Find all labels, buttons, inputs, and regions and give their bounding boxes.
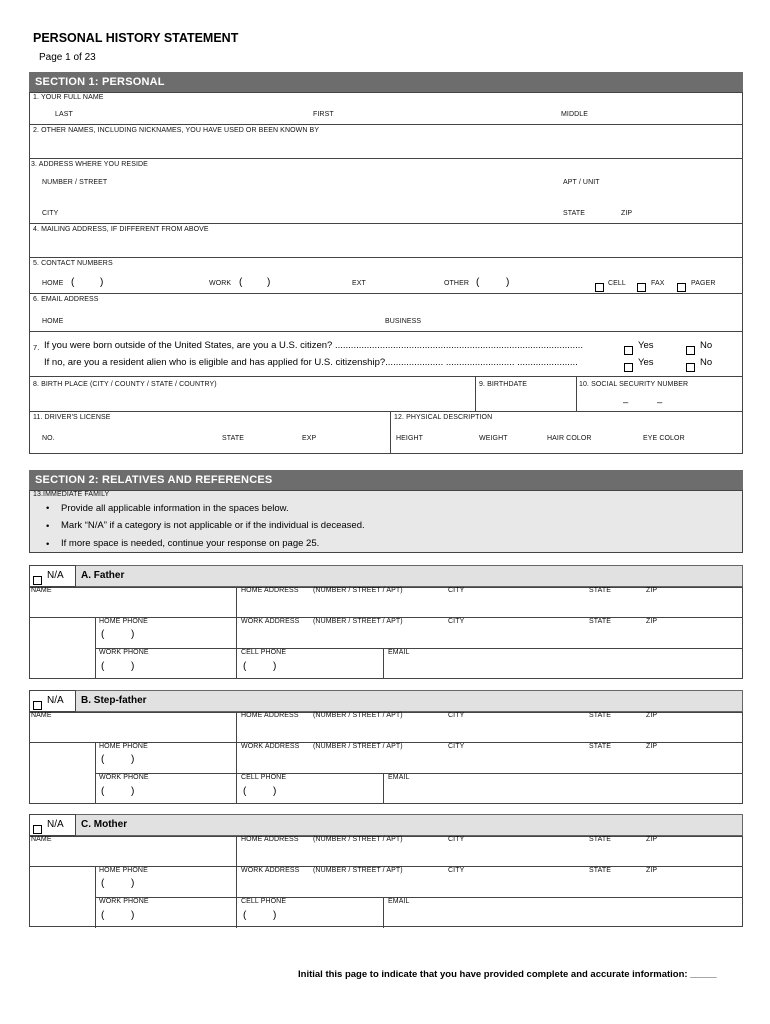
q7-yes-checkbox[interactable] [624, 341, 633, 359]
paren-open: ( [243, 786, 247, 797]
work-phone-label: WORK PHONE [99, 649, 149, 656]
cell-phone-label: CELL PHONE [241, 774, 287, 781]
paren-open: ( [101, 878, 105, 889]
first-name-label: FIRST [313, 111, 334, 118]
instruction-2: Mark “N/A” if a category is not applicable or if the individual is deceased. [61, 520, 365, 531]
q7-line1: If you were born outside of the United States, are you a U.S. citizen? .............................................................................................. [44, 340, 584, 351]
work-phone-label: WORK [209, 280, 232, 287]
divider [29, 411, 743, 412]
divider [29, 257, 743, 258]
divider [236, 712, 237, 804]
na-label: N/A [47, 819, 64, 830]
street-label: NUMBER / STREET [42, 179, 108, 186]
q7-line2: If no, are you a resident alien who is eligible and has applied for U.S. citizenship?...................... .......................... ....................... [44, 357, 578, 368]
paren-open: ( [101, 629, 105, 640]
divider [95, 617, 96, 679]
city-label: CITY [448, 867, 465, 874]
divider [236, 836, 237, 928]
city-label: CITY [448, 836, 465, 843]
email-label: 6. EMAIL ADDRESS [33, 296, 99, 303]
divider [29, 124, 743, 125]
fax-label: FAX [651, 280, 665, 287]
city-label: CITY [448, 712, 465, 719]
address-format-label: (NUMBER / STREET / APT) [313, 587, 403, 594]
na-label: N/A [47, 570, 64, 581]
divider [29, 158, 743, 159]
city-label: CITY [448, 618, 465, 625]
other-names-label: 2. OTHER NAMES, INCLUDING NICKNAMES, YOU HAVE USED OR BEEN KNOWN BY [33, 127, 320, 134]
cell-label: CELL [608, 280, 626, 287]
q7-no-label: No [700, 340, 713, 351]
email-business-label: BUSINESS [385, 318, 422, 325]
member-form [29, 836, 743, 927]
weight-label: WEIGHT [479, 435, 508, 442]
work-phone-label: WORK PHONE [99, 774, 149, 781]
state-label: STATE [589, 712, 612, 719]
ssn-label: 10. SOCIAL SECURITY NUMBER [579, 381, 689, 388]
city-label: CITY [448, 743, 465, 750]
name-label: NAME [31, 587, 52, 594]
home-phone-label: HOME PHONE [99, 743, 148, 750]
q7b-no-checkbox[interactable] [686, 358, 695, 376]
member-form [29, 587, 743, 679]
cell-phone-label: CELL PHONE [241, 898, 287, 905]
email-label: EMAIL [388, 649, 410, 656]
divider [95, 773, 743, 774]
paren-close: ) [131, 786, 135, 797]
middle-name-label: MIDDLE [561, 111, 589, 118]
zip-label: ZIP [646, 587, 658, 594]
zip-label: ZIP [646, 836, 658, 843]
paren-close: ) [273, 661, 277, 672]
bullet-icon: • [46, 521, 50, 532]
q7-number: 7. [33, 343, 40, 352]
instruction-1: Provide all applicable information in the spaces below. [61, 503, 289, 514]
zip-label: ZIP [621, 210, 633, 217]
q7b-no-label: No [700, 357, 713, 368]
contact-numbers-label: 5. CONTACT NUMBERS [33, 260, 113, 267]
paren-open: ( [101, 786, 105, 797]
divider [95, 648, 743, 649]
home-paren-close: ) [100, 277, 104, 288]
page-number: Page 1 of 23 [39, 52, 96, 63]
q7b-yes-checkbox[interactable] [624, 358, 633, 376]
paren-close: ) [131, 878, 135, 889]
address-format-label: (NUMBER / STREET / APT) [313, 618, 403, 625]
work-address-label: WORK ADDRESS [241, 867, 300, 874]
paren-close: ) [131, 910, 135, 921]
zip-label: ZIP [646, 867, 658, 874]
paren-open: ( [243, 910, 247, 921]
drivers-license-label: 11. DRIVER'S LICENSE [33, 414, 111, 421]
home-address-label: HOME ADDRESS [241, 587, 299, 594]
member-form [29, 712, 743, 804]
divider [236, 587, 237, 679]
member-title: A. Father [81, 570, 125, 581]
section1-header: SECTION 1: PERSONAL [29, 72, 743, 92]
address-format-label: (NUMBER / STREET / APT) [313, 712, 403, 719]
license-exp-label: EXP [302, 435, 317, 442]
section1-form [29, 92, 743, 454]
zip-label: ZIP [646, 618, 658, 625]
other-paren-close: ) [506, 277, 510, 288]
paren-open: ( [101, 910, 105, 921]
divider [383, 648, 384, 679]
address-format-label: (NUMBER / STREET / APT) [313, 836, 403, 843]
name-label: NAME [31, 712, 52, 719]
paren-close: ) [131, 629, 135, 640]
pager-label: PAGER [691, 280, 716, 287]
member-header [29, 814, 743, 836]
paren-close: ) [273, 910, 277, 921]
zip-label: ZIP [646, 743, 658, 750]
divider [29, 293, 743, 294]
city-label: CITY [448, 587, 465, 594]
address-format-label: (NUMBER / STREET / APT) [313, 867, 403, 874]
q7-yes-label: Yes [638, 340, 654, 351]
zip-label: ZIP [646, 712, 658, 719]
height-label: HEIGHT [396, 435, 424, 442]
q7-no-checkbox[interactable] [686, 341, 695, 359]
state-label: STATE [589, 618, 612, 625]
ssn-dash-2: – [657, 397, 663, 408]
home-address-label: HOME ADDRESS [241, 836, 299, 843]
state-label: STATE [589, 836, 612, 843]
divider [576, 376, 577, 411]
member-title: C. Mother [81, 819, 128, 830]
hair-color-label: HAIR COLOR [547, 435, 592, 442]
paren-open: ( [243, 661, 247, 672]
last-name-label: LAST [55, 111, 73, 118]
license-state-label: STATE [222, 435, 245, 442]
license-no-label: NO. [42, 435, 55, 442]
paren-open: ( [101, 754, 105, 765]
ssn-dash-1: – [623, 397, 629, 408]
bullet-icon: • [46, 539, 50, 550]
ext-label: EXT [352, 280, 366, 287]
work-address-label: WORK ADDRESS [241, 618, 300, 625]
state-label: STATE [589, 587, 612, 594]
work-paren-close: ) [267, 277, 271, 288]
divider [29, 223, 743, 224]
mailing-address-label: 4. MAILING ADDRESS, IF DIFFERENT FROM ABOVE [33, 226, 209, 233]
instruction-3: If more space is needed, continue your response on page 25. [61, 538, 320, 549]
divider [475, 376, 476, 411]
state-label: STATE [589, 867, 612, 874]
paren-close: ) [273, 786, 277, 797]
divider [29, 376, 743, 377]
other-paren-open: ( [476, 277, 480, 288]
divider [390, 411, 391, 454]
divider [29, 331, 743, 332]
state-label: STATE [563, 210, 586, 217]
bullet-icon: • [46, 503, 50, 514]
city-label: CITY [42, 210, 59, 217]
member-header [29, 565, 743, 587]
home-phone-label: HOME [42, 280, 64, 287]
work-paren-open: ( [239, 277, 243, 288]
cell-phone-label: CELL PHONE [241, 649, 287, 656]
divider [383, 897, 384, 928]
divider [95, 742, 96, 804]
eye-color-label: EYE COLOR [643, 435, 685, 442]
apt-label: APT / UNIT [563, 179, 600, 186]
paren-close: ) [131, 661, 135, 672]
full-name-label: 1. YOUR FULL NAME [33, 94, 104, 101]
paren-open: ( [101, 661, 105, 672]
email-home-label: HOME [42, 318, 64, 325]
member-title: B. Step-father [81, 695, 147, 706]
q7b-yes-label: Yes [638, 357, 654, 368]
birth-place-label: 8. BIRTH PLACE (CITY / COUNTY / STATE / COUNTRY) [33, 381, 217, 388]
initials-line[interactable]: Initial this page to indicate that you have provided complete and accurate information: _____ [298, 969, 717, 980]
paren-close: ) [131, 754, 135, 765]
email-label: EMAIL [388, 774, 410, 781]
document-title: PERSONAL HISTORY STATEMENT [33, 31, 239, 45]
home-phone-label: HOME PHONE [99, 867, 148, 874]
section2-header: SECTION 2: RELATIVES AND REFERENCES [29, 470, 743, 490]
na-label: N/A [47, 695, 64, 706]
home-address-label: HOME ADDRESS [241, 712, 299, 719]
email-label: EMAIL [388, 898, 410, 905]
work-address-label: WORK ADDRESS [241, 743, 300, 750]
divider [383, 773, 384, 804]
physical-description-label: 12. PHYSICAL DESCRIPTION [394, 414, 493, 421]
birthdate-label: 9. BIRTHDATE [479, 381, 528, 388]
work-phone-label: WORK PHONE [99, 898, 149, 905]
other-phone-label: OTHER [444, 280, 469, 287]
state-label: STATE [589, 743, 612, 750]
immediate-family-label: 13.IMMEDIATE FAMILY [33, 491, 110, 498]
address-format-label: (NUMBER / STREET / APT) [313, 743, 403, 750]
address-label: 3. ADDRESS WHERE YOU RESIDE [31, 161, 148, 168]
home-phone-label: HOME PHONE [99, 618, 148, 625]
name-label: NAME [31, 836, 52, 843]
home-paren-open: ( [71, 277, 75, 288]
divider [95, 866, 96, 928]
divider [95, 897, 743, 898]
